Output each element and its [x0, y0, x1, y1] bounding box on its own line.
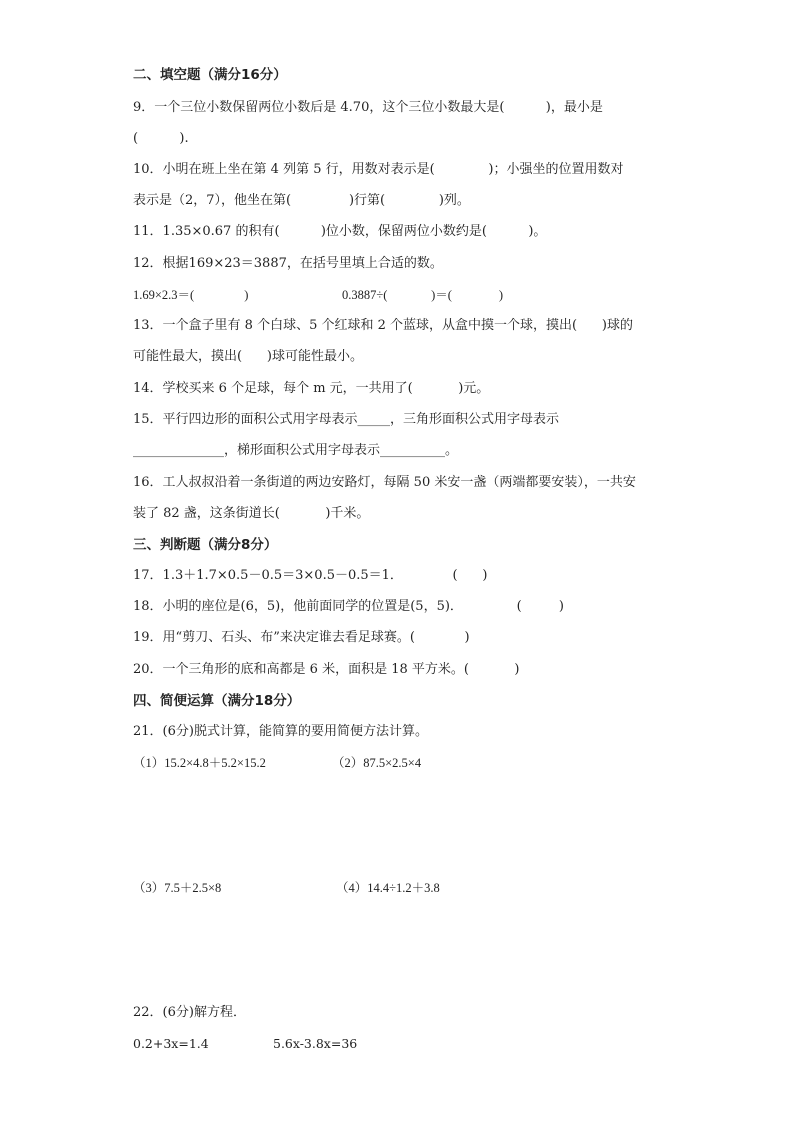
- question-9-line-1: 9．一个三位小数保留两位小数后是 4.70，这个三位小数最大是( )，最小是: [133, 100, 603, 115]
- question-22-equation-2: 5.6x-3.8x=36: [273, 1036, 358, 1051]
- section-calc-heading: 四、简便运算（满分18分）: [133, 693, 301, 709]
- question-22-stem: 22．(6分)解方程．: [133, 1005, 246, 1020]
- question-9-line-2: ( ).: [133, 131, 189, 146]
- question-21-part-2: （2）87.5×2.5×4: [332, 756, 422, 770]
- question-20: 20．一个三角形的底和高都是 6 米，面积是 18 平方米。( ): [133, 662, 520, 677]
- question-15-line-1: 15．平行四边形的面积公式用字母表示_____，三角形面积公式用字母表示: [133, 412, 560, 427]
- question-21-stem: 21．(6分)脱式计算，能简算的要用简便方法计算。: [133, 724, 428, 739]
- question-16-line-1: 16．工人叔叔沿着一条街道的两边安路灯，每隔 50 米安一盏（两端都要安装），一共安: [133, 475, 636, 490]
- question-22-equation-1: 0.2+3x=1.4: [133, 1036, 209, 1051]
- section-judge-heading: 三、判断题（满分8分）: [133, 537, 278, 553]
- question-17: 17．1.3＋1.7×0.5－0.5＝3×0.5－0.5＝1． ( ): [133, 568, 488, 583]
- question-12-part-a: 1.69×2.3＝( ): [133, 288, 249, 302]
- question-21-part-4: （4）14.4÷1.2＋3.8: [336, 881, 440, 895]
- question-19: 19．用“剪刀、石头、布”来决定谁去看足球赛。( ): [133, 630, 470, 645]
- question-12-stem: 12．根据169×23＝3887，在括号里填上合适的数。: [133, 256, 443, 271]
- question-13-line-2: 可能性最大，摸出( )球可能性最小。: [133, 349, 363, 364]
- question-16-line-2: 装了 82 盏，这条街道长( )千米。: [133, 506, 370, 521]
- question-13-line-1: 13．一个盒子里有 8 个白球、5 个红球和 2 个蓝球，从盒中摸一个球，摸出( )球的: [133, 318, 633, 333]
- question-21-part-3: （3）7.5＋2.5×8: [133, 881, 222, 895]
- question-14: 14．学校买来 6 个足球，每个 m 元，一共用了( )元。: [133, 381, 490, 396]
- question-15-line-2: ______________，梯形面积公式用字母表示__________。: [133, 443, 459, 458]
- question-12-part-b: 0.3887÷( )＝( ): [342, 288, 504, 302]
- question-10-line-1: 10．小明在班上坐在第 4 列第 5 行，用数对表示是( )；小强坐的位置用数对: [133, 162, 624, 177]
- section-fill-heading: 二、填空题（满分16分）: [133, 67, 287, 83]
- question-18: 18．小明的座位是(6，5)，他前面同学的位置是(5，5)． ( ): [133, 599, 564, 614]
- question-10-line-2: 表示是（2，7），他坐在第( )行第( )列。: [133, 193, 470, 208]
- question-21-part-1: （1）15.2×4.8＋5.2×15.2: [133, 756, 266, 770]
- question-11: 11．1.35×0.67 的积有( )位小数，保留两位小数约是( )。: [133, 224, 547, 239]
